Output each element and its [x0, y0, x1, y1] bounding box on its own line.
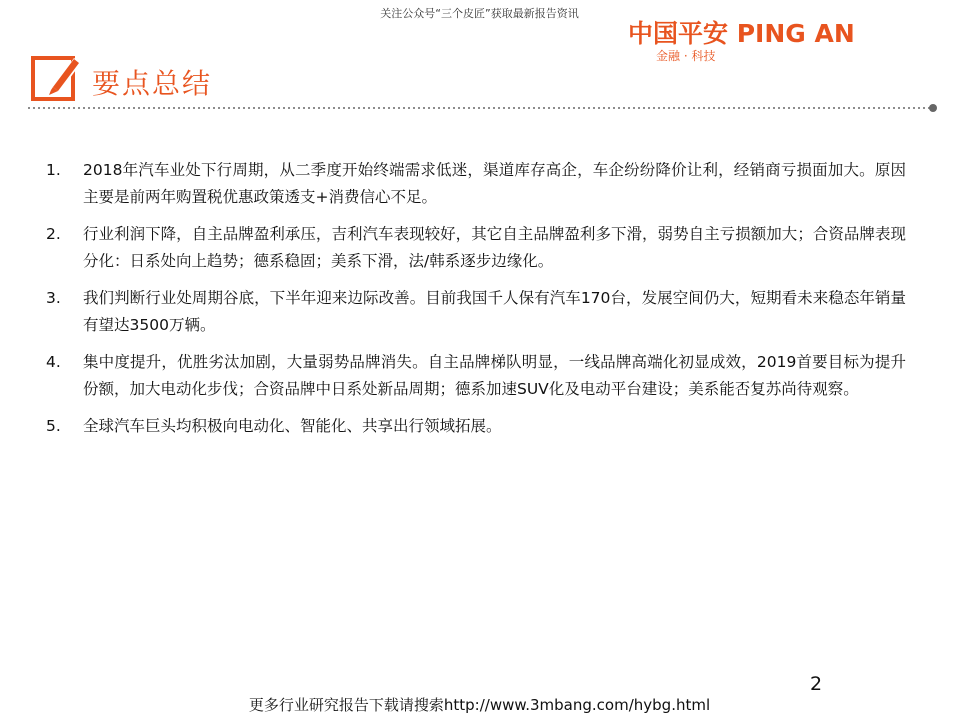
list-item	[46, 413, 906, 440]
summary-list	[46, 157, 906, 450]
list-item	[46, 285, 906, 339]
item-text: 全球汽车巨头均积极向电动化、智能化、共享出行领域拓展。	[83, 417, 502, 435]
item-number: 2.	[46, 225, 61, 243]
title-divider	[28, 103, 938, 113]
logo-wordmark: 中国平安 PING AN	[628, 19, 855, 48]
item-text: 2018年汽车业处下行周期，从二季度开始终端需求低迷，渠道库存高企，车企纷纷降价让利，经销商亏损面加大。原因主要是前两年购置税优惠政策透支+消费信心不足。	[83, 161, 906, 206]
ping-an-logo	[628, 14, 903, 64]
item-text: 集中度提升，优胜劣汰加剧，大量弱势品牌消失。自主品牌梯队明显，一线品牌高端化初显成效，2019首要目标为提升份额，加大电动化步伐；合资品牌中日系处新品周期；德系加速SUV化及电动平台建设；美系能否复苏尚待观察。	[83, 353, 906, 398]
top-banner: 关注公众号“三个皮匠”获取最新报告资讯	[380, 7, 579, 20]
list-item	[46, 221, 906, 275]
footer-banner: 更多行业研究报告下载请搜索http://www.3mbang.com/hybg.html	[248, 696, 711, 714]
item-text: 我们判断行业处周期谷底，下半年迎来边际改善。目前我国千人保有汽车170台，发展空间仍大，短期看未来稳态年销量有望达3500万辆。	[83, 289, 906, 334]
page-title: 要点总结	[92, 67, 213, 100]
logo-tagline: 金融 · 科技	[656, 49, 716, 63]
item-number: 5.	[46, 417, 61, 435]
item-text: 行业利润下降，自主品牌盈利承压，吉利汽车表现较好，其它自主品牌盈利多下滑，弱势自主亏损额加大；合资品牌表现分化：日系处向上趋势；德系稳固；美系下滑，法/韩系逐步边缘化。	[83, 225, 906, 270]
page-number: 2	[810, 673, 823, 695]
item-number: 1.	[46, 161, 61, 179]
list-item	[46, 349, 906, 403]
item-number: 4.	[46, 353, 61, 371]
item-number: 3.	[46, 289, 61, 307]
list-item	[46, 157, 906, 211]
edit-pencil-icon	[30, 52, 82, 104]
